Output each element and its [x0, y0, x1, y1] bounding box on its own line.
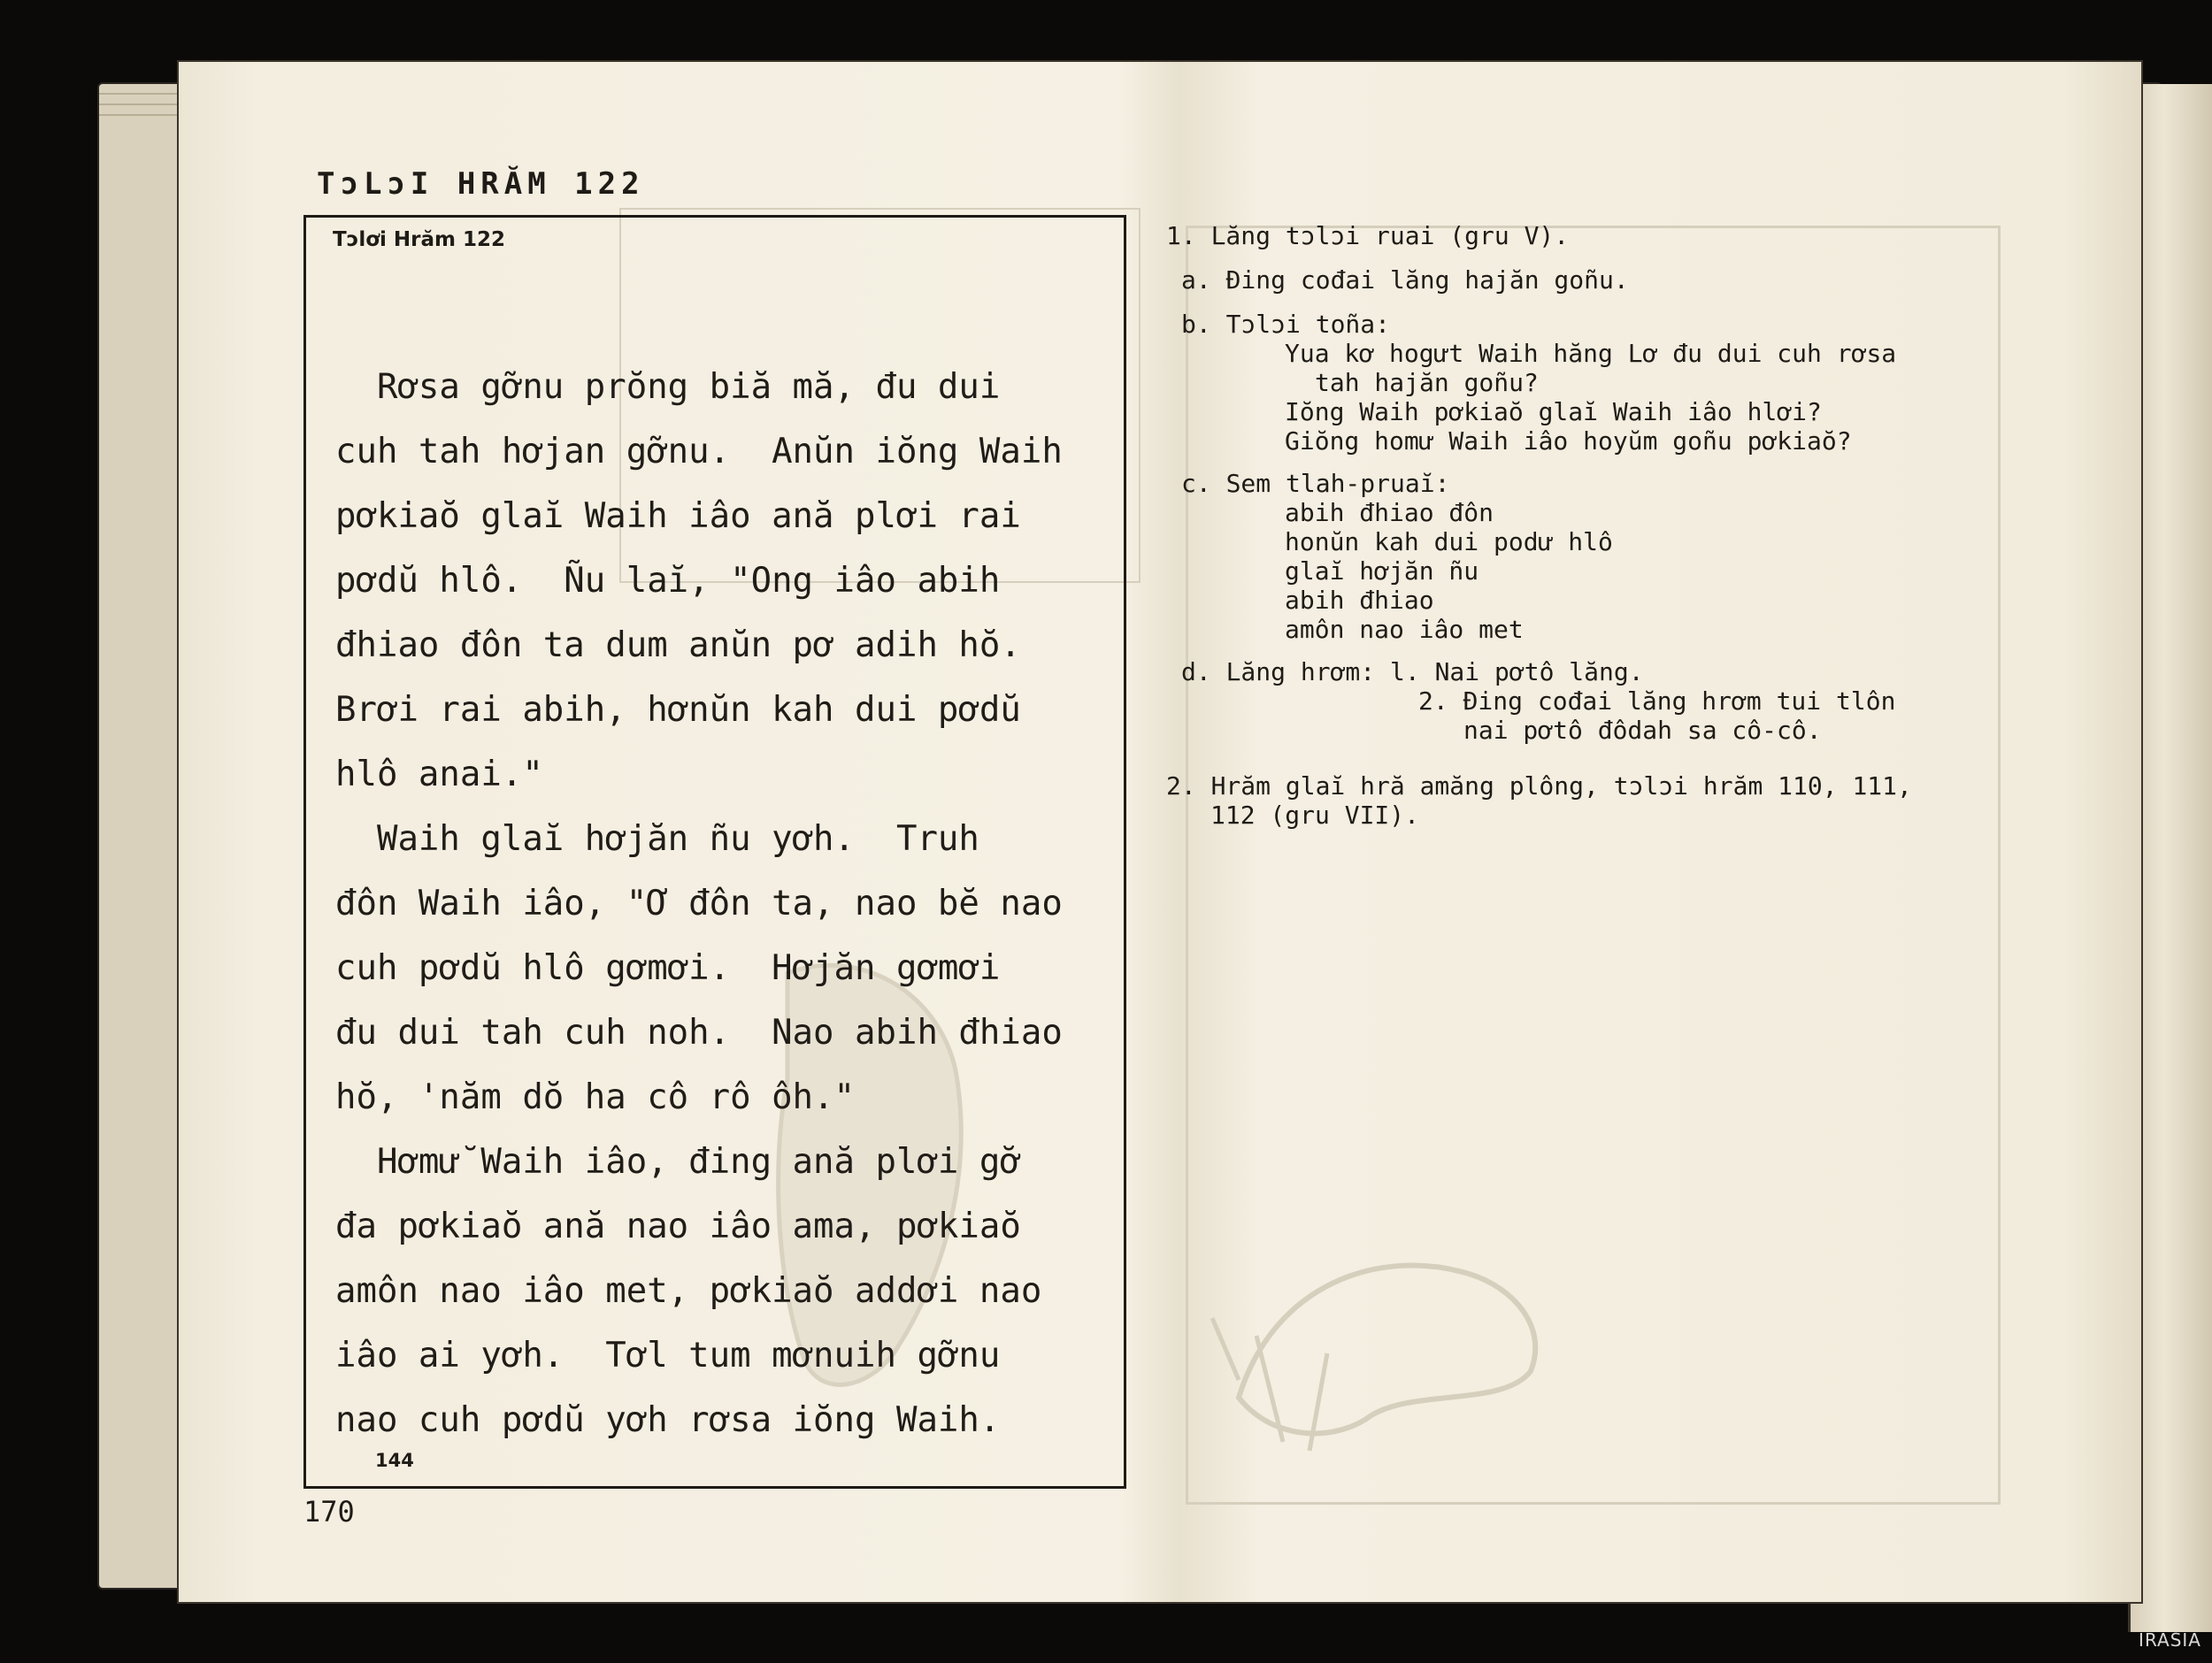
guide-row: glaĭ hơjăn ñu: [1285, 556, 1479, 586]
bleed-through-illustration: [1203, 1176, 1575, 1468]
passage-line: hŏ, 'năm dŏ ha cô rô ôh.": [335, 1077, 855, 1117]
guide-row: amôn nao iâo met: [1285, 615, 1524, 644]
passage-line: đa pơkiaŏ ană nao iâo ama, pơkiaŏ: [335, 1207, 1021, 1246]
passage-line: amôn nao iâo met, pơkiaŏ addơi nao: [335, 1271, 1042, 1311]
passage-line: đôn Waih iâo, "Ơ đôn ta, nao bĕ nao: [335, 884, 1063, 923]
guide-row: 112 (gru VII).: [1210, 801, 1420, 830]
passage-line: đu dui tah cuh noh. Nao abih đhiao: [335, 1013, 1063, 1053]
page-number: 170: [303, 1495, 355, 1529]
passage-line: Rơsa gỡnu prŏng biă mă, đu dui: [335, 367, 1001, 407]
reading-passage-text: [335, 355, 1132, 1452]
guide-row: d. Lăng hrơm: l. Nai pơtô lăng.: [1181, 657, 1644, 686]
passage-line: nao cuh pơdŭ yơh rơsa iŏng Waih.: [335, 1400, 1001, 1440]
passage-line: hlô anai.": [335, 755, 543, 794]
guide-row: 2. Đing cođai lăng hrơm tui tlôn: [1418, 686, 1896, 716]
passage-line: Brơi rai abih, hơnŭn kah dui pơdŭ: [335, 690, 1021, 730]
guide-row: a. Đing cođai lăng hajăn goñu.: [1181, 265, 1629, 295]
guide-row: Yua kơ hogưt Waih hăng Lơ đu dui cuh rơsa: [1285, 339, 1897, 368]
passage-line: cuh tah hơjan gỡnu. Anŭn iŏng Waih: [335, 432, 1063, 471]
guide-row: c. Sem tlah-pruaĭ:: [1181, 469, 1450, 498]
passage-line: pơdŭ hlô. Ñu laĭ, "Ong iâo abih: [335, 561, 1001, 601]
passage-line: Hơmư̆ Waih iâo, đing ană plơi gơ̆: [335, 1142, 1021, 1182]
passage-line: pơkiaŏ glaĭ Waih iâo ană plơi rai: [335, 496, 1021, 536]
guide-row: Giŏng homư Waih iâo hoyŭm goñu pơkiaŏ?: [1285, 426, 1852, 456]
guide-row: Iŏng Waih pơkiaŏ glaĭ Waih iâo hlơi?: [1285, 397, 1822, 426]
guide-row: 2. Hrăm glaĭ hră amăng plông, tɔlɔi hrăm 110, 111,: [1166, 771, 1912, 801]
guide-row: abih đhiao: [1285, 586, 1434, 615]
box-heading: Tɔlơi Hrăm 122: [333, 228, 505, 251]
reading-passage-box: [303, 215, 1126, 1489]
guide-row: b. Tɔlɔi toña:: [1181, 310, 1391, 339]
guide-row: abih đhiao đôn: [1285, 498, 1494, 527]
running-head: TɔLɔI HRĂM 122: [317, 166, 645, 202]
watermark: IRASIA: [2139, 1629, 2201, 1651]
guide-row: nai pơtô đôdah sa cô-cô.: [1463, 716, 1822, 745]
box-footer-number: 144: [375, 1450, 414, 1471]
guide-row: tah hajăn goñu?: [1315, 368, 1539, 397]
passage-line: đhiao đôn ta dum anŭn pơ adih hŏ.: [335, 625, 1021, 665]
passage-line: Waih glaĭ hơjăn ñu yơh. Truh: [335, 819, 979, 859]
passage-line: cuh pơdŭ hlô gơmơi. Hơjăn gơmơi: [335, 948, 1001, 988]
guide-row: 1. Lăng tɔlɔi ruai (gru V).: [1166, 221, 1570, 250]
passage-line: iâo ai yơh. Tơl tum mơnuih gỡnu: [335, 1336, 1001, 1376]
guide-row: honŭn kah dui podư hlô: [1285, 527, 1613, 556]
